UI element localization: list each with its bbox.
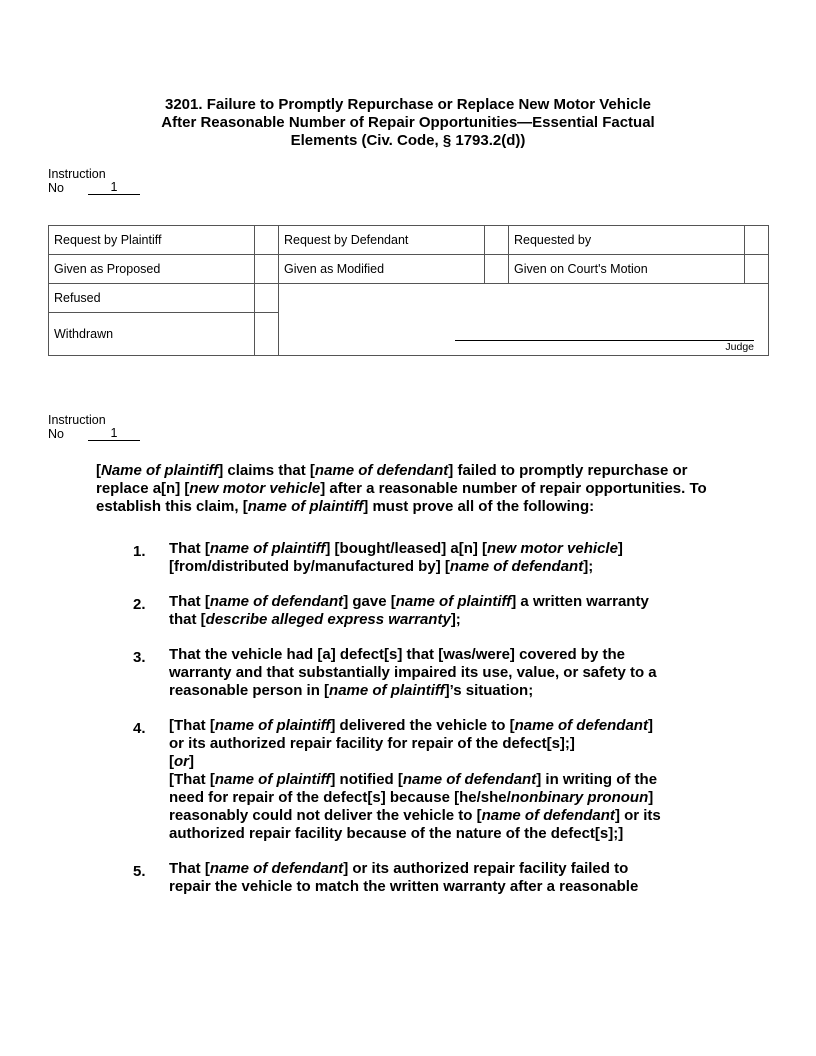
list-item: [96, 717, 726, 843]
item-number: 4.: [133, 720, 146, 737]
given-as-proposed-checkbox[interactable]: [255, 255, 279, 284]
instruction-number: 1: [88, 181, 140, 195]
requested-by-checkbox[interactable]: [745, 226, 769, 255]
withdrawn-checkbox[interactable]: [255, 313, 279, 356]
instruction-label: Instruction: [48, 167, 106, 181]
no-label: No: [48, 427, 64, 441]
item-text: [That [name of plaintiff] delivered the vehicle to [name of defendant] or its authorized repair facility for repair of the defect[s];]: [169, 717, 653, 752]
item-number: 5.: [133, 863, 146, 880]
judge-label: Judge: [725, 341, 754, 353]
item-number: 3.: [133, 649, 146, 666]
title-line-3: Elements (Civ. Code, § 1793.2(d)): [290, 132, 526, 149]
refused-checkbox[interactable]: [255, 284, 279, 313]
item-text: That the vehicle had [a] defect[s] that [was/were] covered by the warranty and that substantially impaired its use, value, or safety to a reasonable person in [name of plaintiff]’s situation;: [169, 646, 657, 699]
given-as-modified-label: Given as Modified: [279, 255, 485, 284]
list-item: [96, 540, 726, 576]
request-by-plaintiff-checkbox[interactable]: [255, 226, 279, 255]
intro-paragraph: [Name of plaintiff] claims that [name of defendant] failed to promptly repurchase or replace a[n] [new motor vehicle] after a reasonable number of repair opportunities. To establish this claim, [name of plaintiff] must prove all of the following:: [96, 462, 707, 515]
request-by-plaintiff-label: Request by Plaintiff: [49, 226, 255, 255]
refused-label: Refused: [49, 284, 255, 313]
item-text: That [name of plaintiff] [bought/leased] a[n] [new motor vehicle] [from/distributed by/manufactured by] [name of defendant];: [169, 540, 623, 575]
item-number: 1.: [133, 543, 146, 560]
instruction-number-block-top: [48, 167, 140, 195]
item-alternative-text: [That [name of plaintiff] notified [name of defendant] in writing of the need for repair of the defect[s] because [he/she/nonbinary pronoun] reasonably could not deliver the vehicle to [name of defendant] or its authorized repair facility because of the nature of the defect[s];]: [169, 771, 661, 842]
instruction-number-block-bottom: [48, 413, 140, 441]
item-text: That [name of defendant] gave [name of plaintiff] a written warranty that [describe alleged express warranty];: [169, 593, 649, 628]
instruction-title: [0, 96, 816, 150]
title-line-1: 3201. Failure to Promptly Repurchase or Replace New Motor Vehicle: [165, 96, 651, 113]
or-separator: [or]: [169, 753, 194, 770]
instruction-number: 1: [88, 427, 140, 441]
no-label: No: [48, 181, 64, 195]
judge-signature-line: [455, 340, 754, 341]
instruction-label: Instruction: [48, 413, 106, 427]
title-line-2: After Reasonable Number of Repair Opportunities—Essential Factual: [161, 114, 655, 131]
given-as-proposed-label: Given as Proposed: [49, 255, 255, 284]
instruction-body: [96, 462, 726, 896]
requested-by-label: Requested by: [509, 226, 745, 255]
item-number: 2.: [133, 596, 146, 613]
list-item: [96, 860, 726, 896]
given-on-courts-motion-label: Given on Court's Motion: [509, 255, 745, 284]
request-by-defendant-checkbox[interactable]: [485, 226, 509, 255]
list-item: [96, 646, 726, 700]
given-on-courts-motion-checkbox[interactable]: [745, 255, 769, 284]
given-as-modified-checkbox[interactable]: [485, 255, 509, 284]
item-text: That [name of defendant] or its authorized repair facility failed to repair the vehicle to match the written warranty after a reasonable: [169, 860, 639, 895]
request-status-table: [48, 225, 769, 356]
judge-signature-area: [279, 284, 769, 356]
request-by-defendant-label: Request by Defendant: [279, 226, 485, 255]
withdrawn-label: Withdrawn: [49, 313, 255, 356]
list-item: [96, 593, 726, 629]
